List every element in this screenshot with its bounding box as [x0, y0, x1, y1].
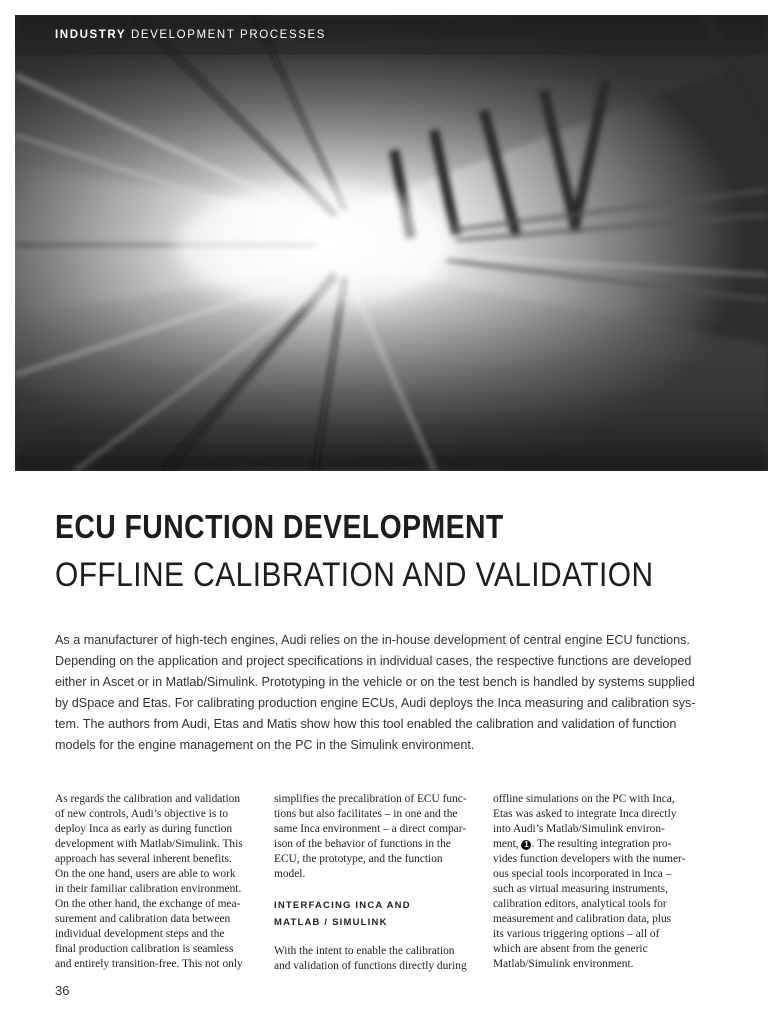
body-line: Matlab/Simulink environment. [493, 958, 634, 970]
body-line: final production calibration is seamless [55, 943, 234, 955]
body-line: model. [274, 868, 306, 880]
body-line: approach has several inherent benefits. [55, 853, 232, 865]
body-line: calibration editors, analytical tools for [493, 898, 667, 910]
article-lead [55, 630, 705, 755]
body-line: which are absent from the generic [493, 943, 648, 955]
body-line: With the intent to enable the calibration [274, 945, 455, 957]
section-subheading [274, 897, 479, 931]
body-line: On the one hand, users are able to work [55, 868, 236, 880]
motion-blur-tunnel-photo [15, 15, 768, 471]
body-line: individual development steps and the [55, 928, 225, 940]
body-line: and entirely transition-free. This not only [55, 958, 243, 970]
lead-line: either in Ascet or in Matlab/Simulink. Prototyping in the vehicle or on the test bench is handled by systems supplied [55, 674, 695, 689]
body-column-2 [274, 792, 479, 974]
section-label-rest: DEVELOPMENT PROCESSES [130, 29, 327, 41]
subheading-line: MATLAB / SIMULINK [274, 917, 388, 928]
body-line: measurement and calibration data, plus [493, 913, 672, 925]
body-line: As regards the calibration and validation [55, 793, 241, 805]
lead-line: As a manufacturer of high-tech engines, Audi relies on the in-house development of central engine ECU functions. [55, 633, 690, 647]
body-line: vides function developers with the numer- [493, 853, 686, 865]
body-line: deploy Inca as early as during function [55, 823, 233, 835]
body-line: tions but also facilitates – in one and the [274, 808, 458, 820]
body-line: ous special tools incorporated in Inca – [493, 868, 672, 880]
lead-line: tem. The authors from Audi, Etas and Matis show how this tool enabled the calibration and validation of function [55, 716, 677, 731]
marker-suffix: . The resulting integration pro- [531, 838, 672, 850]
body-line: its various triggering options – all of [493, 928, 660, 940]
body-line: of new controls, Audi’s objective is to [55, 808, 229, 820]
body-line: surement and calibration data between [55, 913, 231, 925]
body-line-with-figure-ref [493, 837, 698, 852]
lead-line: by dSpace and Etas. For calibrating production engine ECUs, Audi deploys the Inca measuring and calibration sys- [55, 695, 696, 710]
body-line: simplifies the precalibration of ECU func- [274, 793, 467, 805]
body-line: into Audi’s Matlab/Simulink environ- [493, 823, 665, 835]
body-line: Etas was asked to integrate Inca directly [493, 808, 677, 820]
body-line: and validation of functions directly during [274, 960, 467, 972]
body-column-1 [55, 792, 260, 972]
body-line: in their familiar calibration environment. [55, 883, 242, 895]
lead-line: Depending on the application and project specifications in individual cases, the respective functions are developed [55, 653, 692, 668]
body-line: offline simulations on the PC with Inca, [493, 793, 675, 805]
article-title: ECU FUNCTION DEVELOPMENT [55, 508, 504, 545]
body-line: ECU, the prototype, and the function [274, 853, 443, 865]
section-label [55, 29, 326, 41]
page-number: 36 [55, 983, 70, 998]
figure-reference-icon[interactable]: 1 [521, 840, 531, 850]
body-line: such as virtual measuring instruments, [493, 883, 668, 895]
marker-prefix: ment, [493, 838, 519, 850]
section-label-bold: INDUSTRY [55, 29, 127, 41]
subheading-line: INTERFACING INCA AND [274, 900, 411, 911]
body-line: On the other hand, the exchange of mea- [55, 898, 241, 910]
body-line: same Inca environment – a direct compar- [274, 823, 467, 835]
body-column-3 [493, 792, 698, 972]
lead-line: models for the engine management on the PC in the Simulink environment. [55, 737, 475, 752]
article-subtitle: OFFLINE CALIBRATION AND VALIDATION [55, 556, 654, 594]
hero-image [15, 15, 768, 471]
body-line: ison of the behavior of functions in the [274, 838, 451, 850]
body-line: development with Matlab/Simulink. This [55, 838, 243, 850]
